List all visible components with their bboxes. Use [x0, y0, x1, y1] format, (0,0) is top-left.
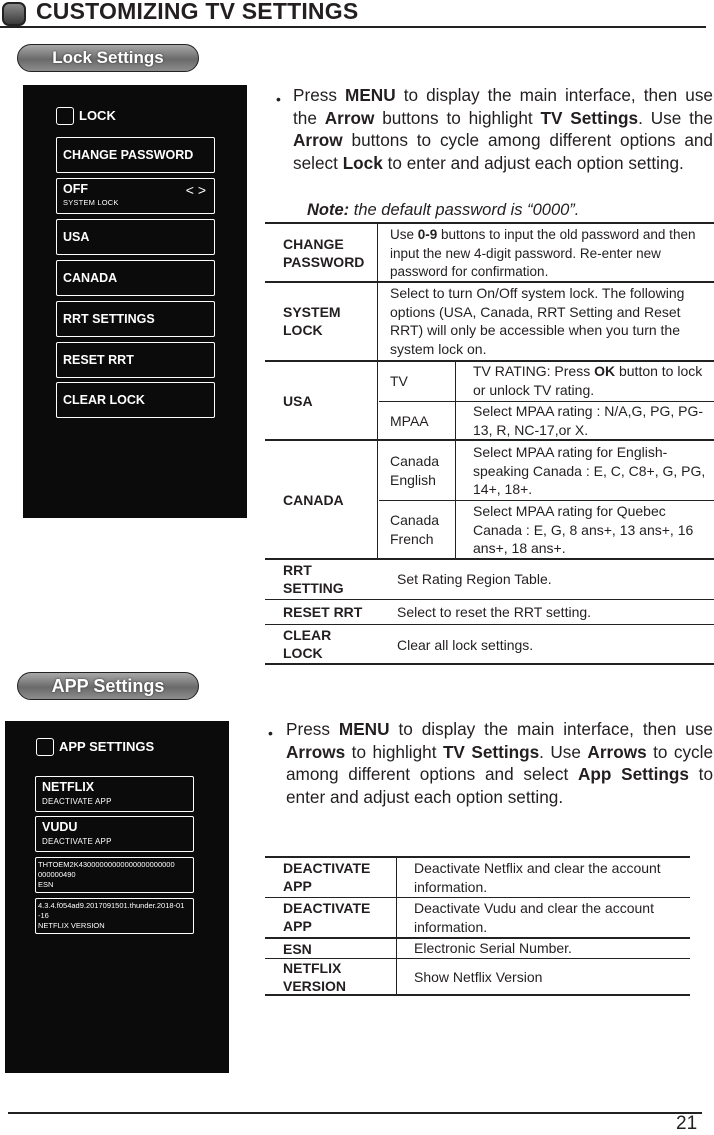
menu-item-system-lock[interactable]: OFF SYSTEM LOCK < > [56, 178, 215, 214]
menu-item-clear-lock[interactable]: CLEAR LOCK [56, 382, 215, 418]
menu-item-netflix[interactable]: NETFLIX DEACTIVATE APP [35, 776, 194, 812]
row-system-lock-desc: Select to turn On/Off system lock. The following options (USA, Canada, RRT Setting and Reset RRT) will only be accessible when you turn the system lock on. [390, 285, 685, 357]
row-deactivate-vudu-desc: Deactivate Vudu and clear the account information. [414, 900, 654, 935]
row-deactivate-netflix-desc: Deactivate Netflix and clear the account information. [414, 860, 661, 895]
row-deactivate-vudu-label: DEACTIVATE APP [283, 900, 371, 934]
row-rrt-setting-label: RRT SETTING [283, 562, 344, 596]
usa-mpaa-label: MPAA [390, 413, 429, 429]
app-settings-pill: APP Settings [17, 672, 199, 700]
menu-item-change-password[interactable]: CHANGE PASSWORD [56, 137, 215, 173]
app-instructions: Press MENU to display the main interface, then use Arrows to highlight TV Settings. Use Arrows to cycle among different options and select App Settings to enter and adjust each option setting. [286, 719, 714, 807]
menu-item-usa[interactable]: USA [56, 219, 215, 255]
row-change-password-desc: Use 0-9 buttons to input the old password and then input the new 4-digit password. Re-enter new password for confirmation. [390, 227, 696, 279]
row-reset-rrt-label: RESET RRT [283, 604, 363, 620]
canada-english-desc: Select MPAA rating for English-speaking Canada : E, C, C8+, G, PG, 14+, 18+. [473, 444, 706, 497]
app-screen-title: APP SETTINGS [59, 739, 155, 754]
lock-settings-pill: Lock Settings [17, 44, 199, 72]
row-deactivate-netflix-label: DEACTIVATE APP [283, 860, 371, 894]
section-icon [2, 2, 26, 26]
bullet: • [268, 725, 273, 741]
usa-tv-desc: TV RATING: Press OK button to lock or unlock TV rating. [473, 363, 703, 398]
menu-item-netflix-version[interactable]: 4.3.4.f054ad9.2017091501.thunder.2018-01 -16 NETFLIX VERSION [35, 898, 194, 934]
password-note: Note: the default password is “0000”. [307, 201, 580, 219]
page-title: CUSTOMIZING TV SETTINGS [36, 0, 359, 24]
app-checkbox-icon [36, 738, 54, 756]
row-system-lock-label: SYSTEM LOCK [283, 304, 341, 338]
menu-item-esn[interactable]: THTOEM2K43000000000000000000000 000000490 ESN [35, 857, 194, 893]
footer-rule [8, 1112, 702, 1114]
row-usa-label: USA [283, 393, 313, 409]
row-esn-label: ESN [283, 941, 312, 957]
app-menu-screen [5, 721, 229, 1073]
usa-tv-label: TV [390, 373, 408, 389]
lock-instructions: Press MENU to display the main interface, then use the Arrow buttons to highlight TV Settings. Use the Arrow buttons to cycle among different options and select Lock to enter and adjust each option setting. [293, 85, 713, 173]
menu-item-vudu[interactable]: VUDU DEACTIVATE APP [35, 816, 194, 852]
row-esn-desc: Electronic Serial Number. [414, 940, 572, 956]
menu-item-rrt-settings[interactable]: RRT SETTINGS [56, 301, 215, 337]
canada-french-desc: Select MPAA rating for Quebec Canada : E, G, 8 ans+, 13 ans+, 16 ans+, 18 ans+. [473, 503, 694, 556]
row-change-password-label: CHANGE PASSWORD [283, 236, 365, 270]
left-right-arrows-icon[interactable]: < > [185, 182, 206, 198]
usa-mpaa-desc: Select MPAA rating : N/A,G, PG, PG-13, R, NC-17,or X. [473, 403, 704, 438]
lock-checkbox-icon [56, 107, 74, 125]
row-clear-lock-desc: Clear all lock settings. [397, 637, 534, 653]
canada-french-label: Canada French [390, 512, 440, 547]
bullet: • [276, 91, 281, 107]
lock-screen-title: LOCK [79, 108, 116, 123]
menu-item-reset-rrt[interactable]: RESET RRT [56, 342, 215, 378]
page-number: 21 [676, 1113, 698, 1134]
row-netflix-version-desc: Show Netflix Version [414, 969, 543, 985]
row-canada-label: CANADA [283, 492, 344, 508]
header-rule [0, 26, 706, 28]
canada-english-label: Canada English [390, 453, 440, 488]
row-clear-lock-label: CLEAR LOCK [283, 627, 332, 661]
menu-item-canada[interactable]: CANADA [56, 260, 215, 296]
row-netflix-version-label: NETFLIX VERSION [283, 960, 347, 994]
row-rrt-setting-desc: Set Rating Region Table. [397, 571, 552, 587]
row-reset-rrt-desc: Select to reset the RRT setting. [397, 604, 592, 620]
lock-menu-screen [23, 85, 247, 518]
